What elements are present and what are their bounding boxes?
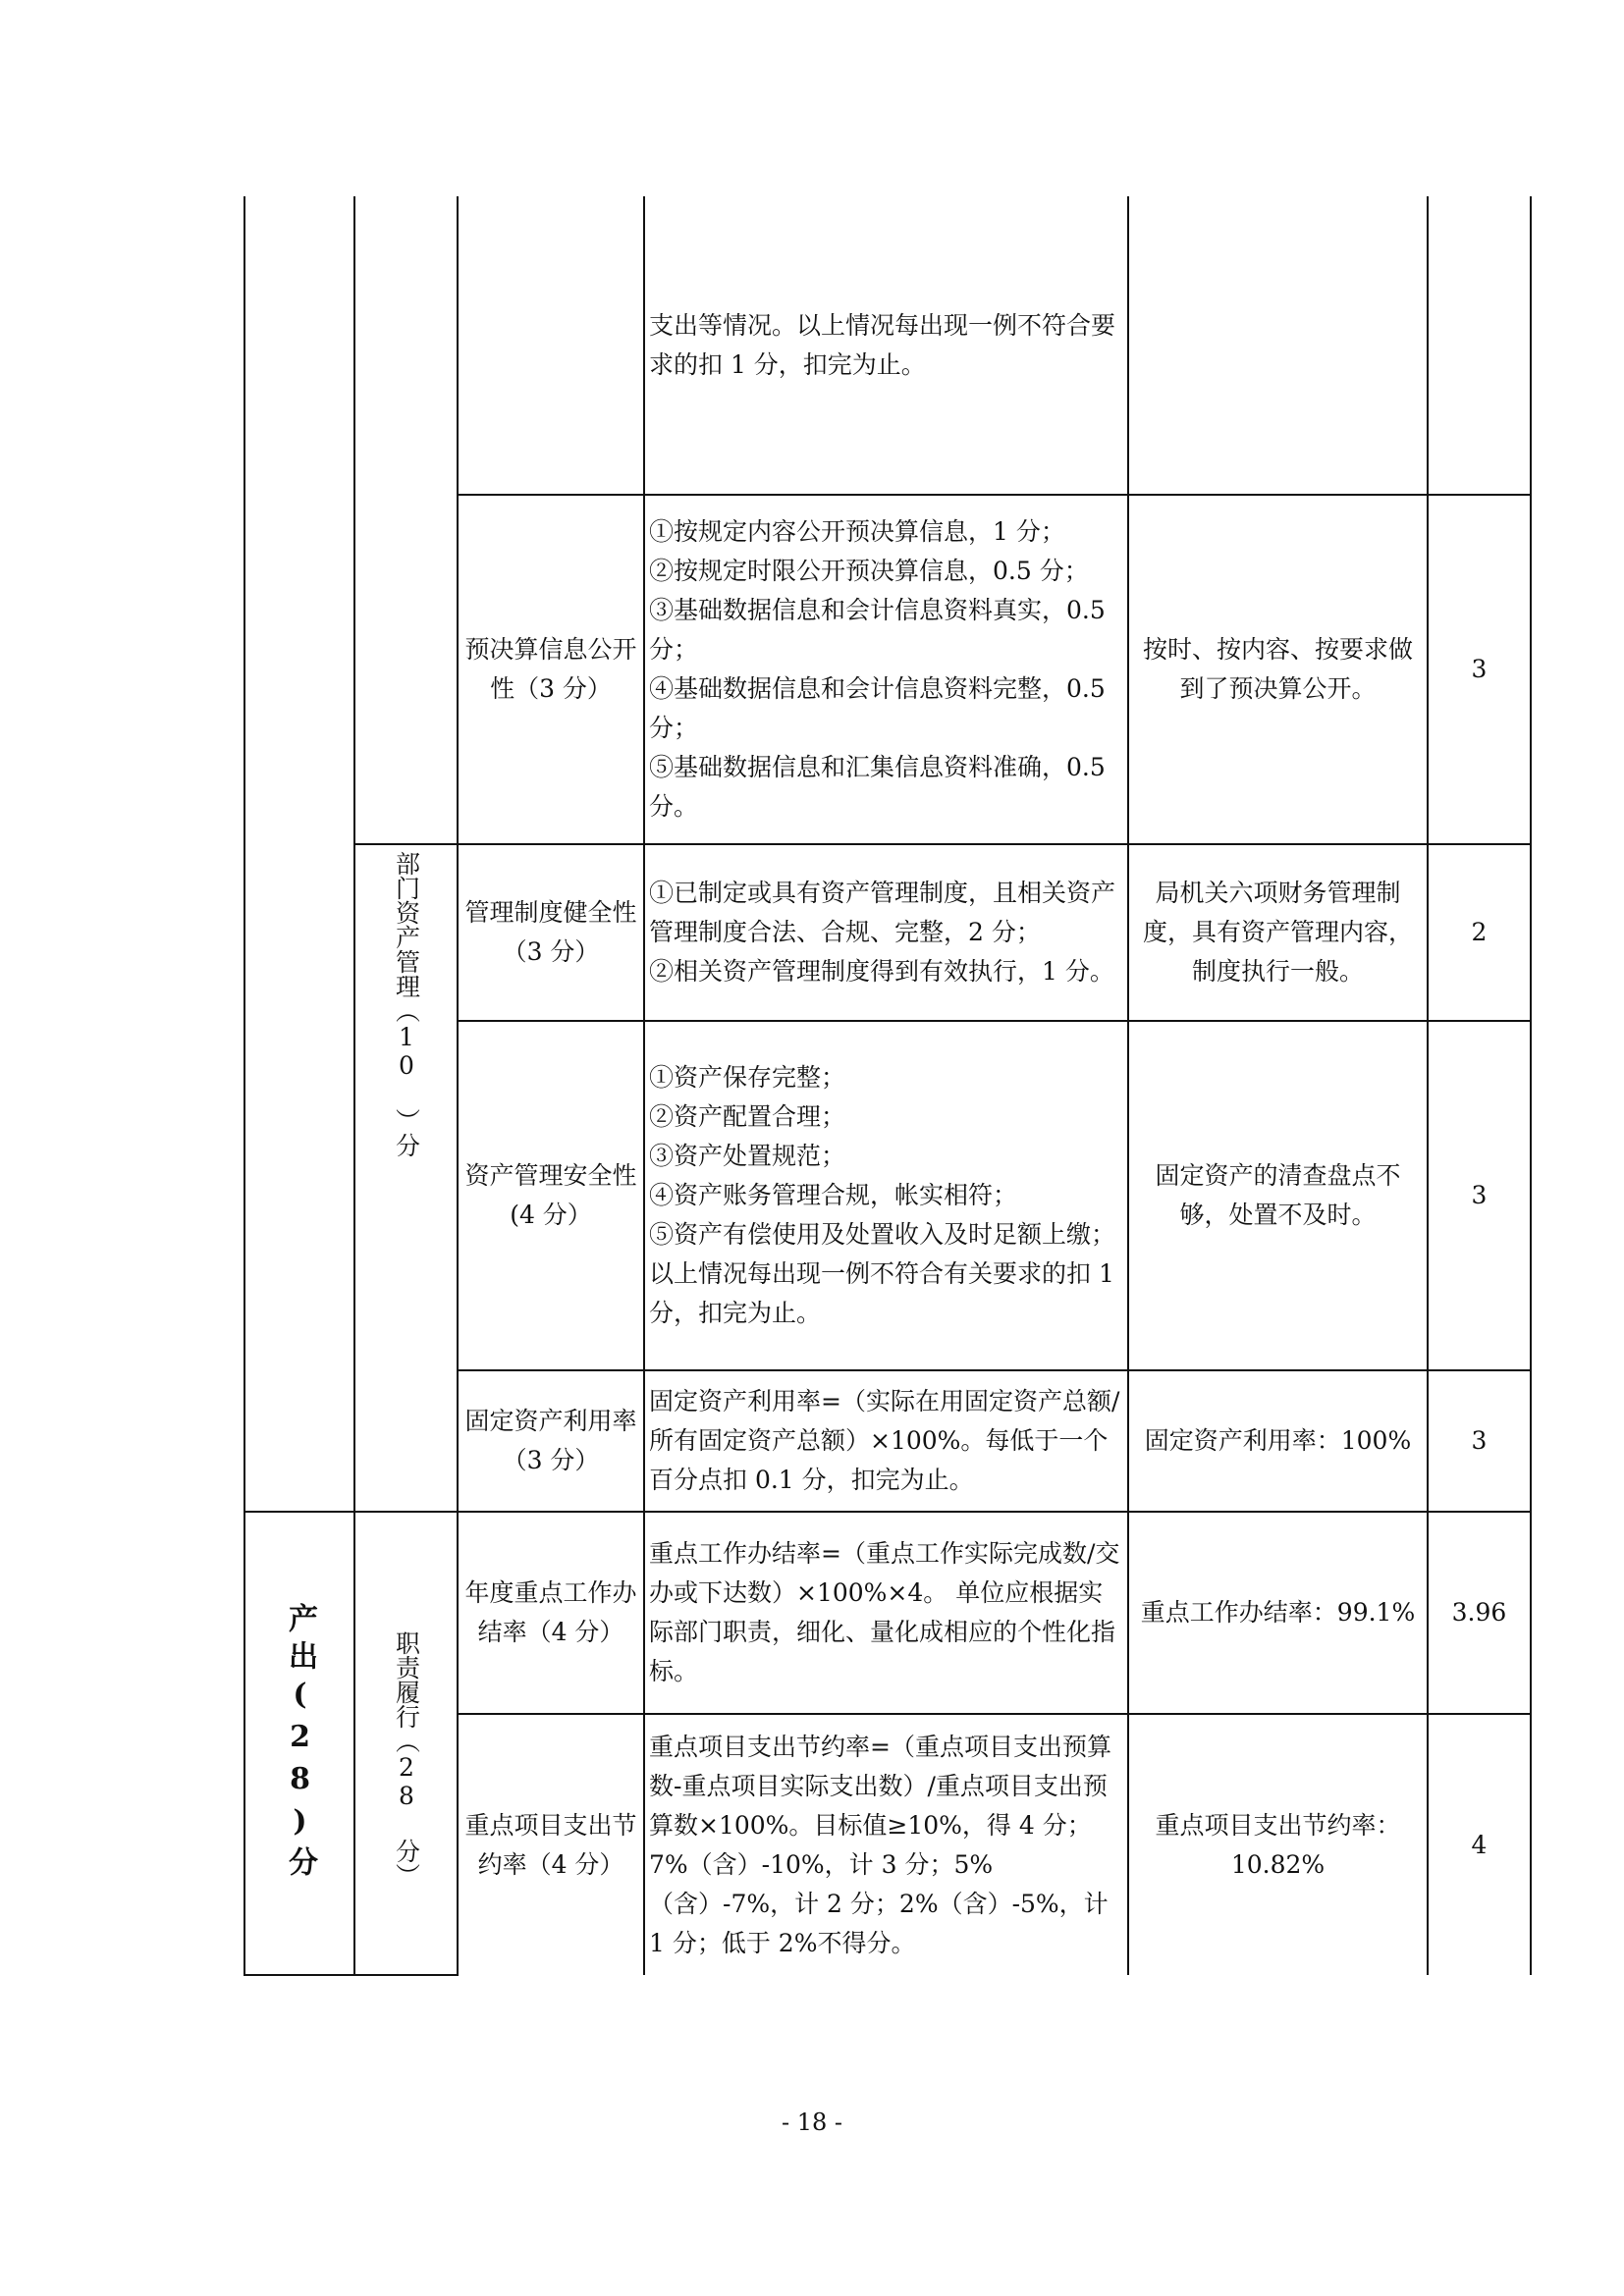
score-cell: 3 bbox=[1428, 495, 1531, 844]
indicator-cell: 重点项目支出节约率（4 分） bbox=[458, 1714, 644, 1975]
criteria-cell bbox=[644, 196, 1128, 495]
criteria-line: ②按规定时限公开预决算信息，0.5 分； bbox=[649, 557, 1089, 585]
result-cell: 按时、按内容、按要求做到了预决算公开。 bbox=[1128, 495, 1428, 844]
criteria-line: ②资产配置合理； bbox=[649, 1102, 846, 1131]
subcategory-label-duty: 职责履行（28 分） bbox=[392, 1630, 421, 1888]
indicator-cell: 管理制度健全性（3 分） bbox=[458, 844, 644, 1021]
criteria-line: ③基础数据信息和会计信息资料真实，0.5 分； bbox=[649, 596, 1106, 664]
category-label-output: 产出(28)分 bbox=[283, 1603, 317, 1884]
score-cell: 2 bbox=[1428, 844, 1531, 1021]
score-cell: 3.96 bbox=[1428, 1512, 1531, 1714]
result-cell: 重点项目支出节约率：10.82% bbox=[1128, 1714, 1428, 1975]
table-row bbox=[244, 844, 1531, 1021]
evaluation-table bbox=[244, 196, 1532, 1976]
indicator-cell: 固定资产利用率（3 分） bbox=[458, 1370, 644, 1512]
criteria-line: ①按规定内容公开预决算信息，1 分； bbox=[649, 517, 1065, 546]
criteria-cell bbox=[644, 1370, 1128, 1512]
table-row bbox=[244, 196, 1531, 495]
result-cell bbox=[1128, 196, 1428, 495]
score-cell bbox=[1428, 196, 1531, 495]
result-cell: 局机关六项财务管理制度，具有资产管理内容，制度执行一般。 bbox=[1128, 844, 1428, 1021]
criteria-cell bbox=[644, 1021, 1128, 1370]
result-cell: 固定资产的清查盘点不够，处置不及时。 bbox=[1128, 1021, 1428, 1370]
subcategory-cell bbox=[354, 1512, 458, 1975]
criteria-cell bbox=[644, 844, 1128, 1021]
result-cell: 重点工作办结率：99.1% bbox=[1128, 1512, 1428, 1714]
indicator-cell: 资产管理安全性(4 分） bbox=[458, 1021, 644, 1370]
criteria-line: ④资产账务管理合规，帐实相符； bbox=[649, 1181, 1018, 1209]
category-cell bbox=[244, 1512, 354, 1975]
score-cell: 3 bbox=[1428, 1370, 1531, 1512]
criteria-line: 以上情况每出现一例不符合有关要求的扣 1 分，扣完为止。 bbox=[649, 1259, 1114, 1327]
criteria-cell bbox=[644, 495, 1128, 844]
table-row bbox=[244, 1512, 1531, 1714]
criteria-line: ①已制定或具有资产管理制度，且相关资产管理制度合法、合规、完整，2 分； bbox=[649, 879, 1116, 946]
criteria-line: 重点项目支出节约率=（重点项目支出预算数-重点项目实际支出数）/重点项目支出预算数×100%。目标值≥10%，得 4 分；7%（含）-10%，计 3 分；5%（含）-7%，计 2 分；2%（含）-5%，计 1 分；低于 2%不得分。 bbox=[649, 1732, 1111, 1957]
criteria-cell bbox=[644, 1714, 1128, 1975]
page-number: - 18 - bbox=[781, 2109, 842, 2136]
subcategory-cell-empty bbox=[354, 196, 458, 844]
subcategory-label-asset-mgmt: 部门资产管理（10 ）分 bbox=[392, 851, 421, 1157]
criteria-line: ③资产处置规范； bbox=[649, 1142, 846, 1170]
indicator-cell: 预决算信息公开性（3 分） bbox=[458, 495, 644, 844]
criteria-line: ⑤资产有偿使用及处置收入及时足额上缴； bbox=[649, 1220, 1116, 1249]
criteria-line: 重点工作办结率=（重点工作实际完成数/交办或下达数）×100%×4。 单位应根据实际部门职责，细化、量化成相应的个性化指标。 bbox=[649, 1539, 1120, 1685]
score-cell: 4 bbox=[1428, 1714, 1531, 1975]
criteria-line: 固定资产利用率=（实际在用固定资产总额/所有固定资产总额）×100%。每低于一个百分点扣 0.1 分，扣完为止。 bbox=[649, 1387, 1120, 1494]
criteria-line: ⑤基础数据信息和汇集信息资料准确，0.5 分。 bbox=[649, 753, 1106, 821]
indicator-cell: 年度重点工作办结率（4 分） bbox=[458, 1512, 644, 1714]
criteria-line: ④基础数据信息和会计信息资料完整，0.5 分； bbox=[649, 674, 1106, 742]
result-cell: 固定资产利用率：100% bbox=[1128, 1370, 1428, 1512]
indicator-cell bbox=[458, 196, 644, 495]
score-cell: 3 bbox=[1428, 1021, 1531, 1370]
criteria-line: ②相关资产管理制度得到有效执行，1 分。 bbox=[649, 957, 1114, 986]
criteria-text: 支出等情况。以上情况每出现一例不符合要求的扣 1 分，扣完为止。 bbox=[649, 310, 1116, 379]
subcategory-cell bbox=[354, 844, 458, 1512]
criteria-cell bbox=[644, 1512, 1128, 1714]
category-cell-empty bbox=[244, 196, 354, 1512]
criteria-line: ①资产保存完整； bbox=[649, 1063, 846, 1092]
